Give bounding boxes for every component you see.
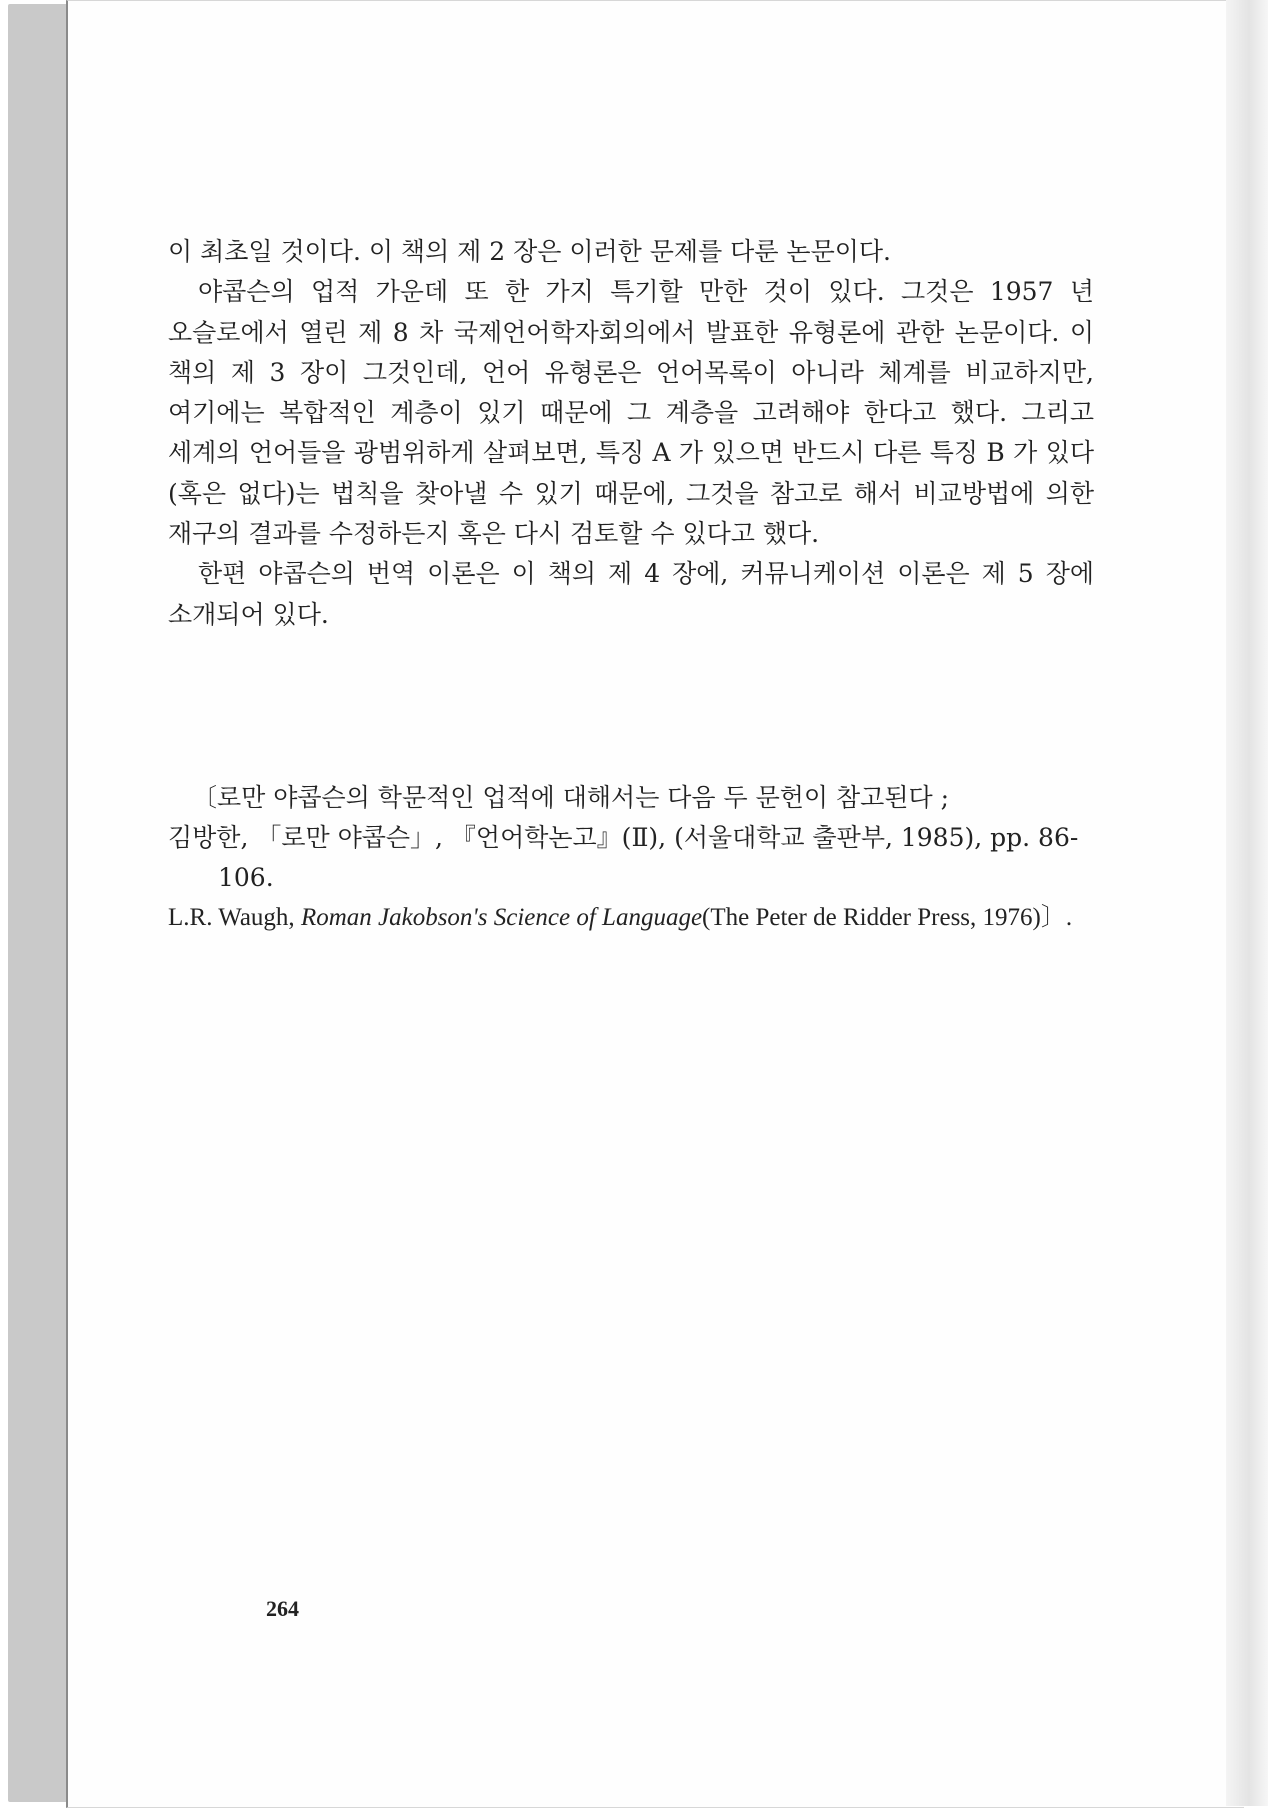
paragraph-2: 야콥슨의 업적 가운데 또 한 가지 특기할 만한 것이 있다. 그것은 1957 년 오슬로에서 열린 제 8 차 국제언어학자회의에서 발표한 유형론에 관한 논문이다. 이 책의 제 3 장이 그것인데, 언어 유형론은 언어목록이 아니라 체계를 비교하지만, 여기에는 복합적인 계층이 있기 때문에 그 계층을 고려해야 한다고 했다. 그리고 세계의 언어들을 광범위하게 살펴보면, 특징 A 가 있으면 반드시 다른 특징 B 가 있다(혹은 없다)는 법칙을 찾아낼 수 있기 때문에, 그것을 참고로 해서 비교방법에 의한 재구의 결과를 수정하든지 혹은 다시 검토할 수 있다고 했다. [168,277,1094,549]
reference-waugh-title: Roman Jakobson's Science of Language [300,904,703,931]
reference-waugh [168,898,1094,938]
book-spine-edge [8,4,68,1802]
paragraph-1: 이 최초일 것이다. 이 책의 제 2 장은 이러한 문제를 다룬 논문이다. [168,237,891,266]
body-text [168,232,1094,635]
reference-waugh-author: L.R. Waugh, [168,904,295,931]
page-right-shadow [1226,0,1268,1806]
reference-kim: 김방한, 「로만 야콥슨」, 『언어학논고』(Ⅱ), (서울대학교 출판부, 1985), pp. 86-106. [168,823,1079,892]
page-number: 264 [266,1596,299,1621]
reference-waugh-publisher: (The Peter de Ridder Press, 1976)〕. [702,904,1073,931]
references-block [168,778,1094,938]
references-intro: 〔로만 야콥슨의 학문적인 업적에 대해서는 다음 두 문헌이 참고된다 ; [192,783,949,812]
paragraph-3: 한편 야콥슨의 번역 이론은 이 책의 제 4 장에, 커뮤니케이션 이론은 제 5 장에 소개되어 있다. [168,559,1094,629]
